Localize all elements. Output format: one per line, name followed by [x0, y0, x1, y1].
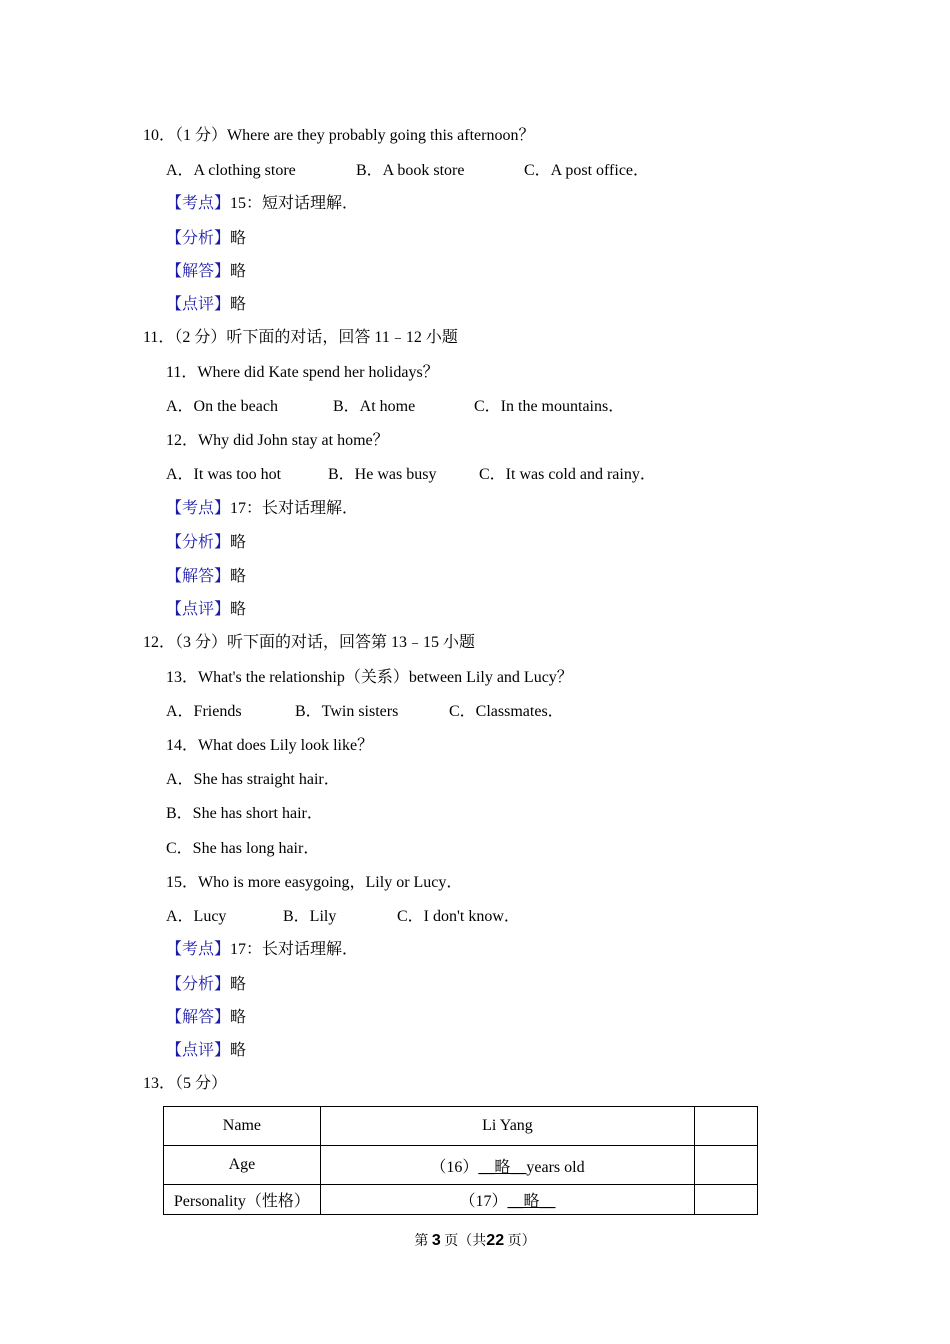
q12-sub13-options [166, 702, 564, 722]
sub14-option-c: C．She has long hair． [166, 840, 320, 857]
dianping-tag: 【点评】 [166, 601, 231, 618]
fenxi-tag: 【分析】 [166, 976, 231, 993]
q10-dianping [166, 295, 246, 315]
q12-jieda [166, 1008, 246, 1028]
q12-kaodian [166, 940, 358, 960]
q11-jieda [166, 567, 246, 587]
q10-options [166, 161, 649, 181]
q11-sub12-options [166, 465, 656, 485]
q10-option-c: C．A post office． [524, 162, 650, 179]
q11-dianping [166, 600, 246, 620]
jieda-tag: 【解答】 [166, 568, 231, 585]
q12-fenxi [166, 975, 246, 995]
q11-sub12: 12．Why did John stay at home？ [166, 432, 389, 449]
sub15-option-a: A．Lucy [166, 908, 227, 925]
kaodian-text: 15：短对话理解． [230, 195, 359, 212]
q12-stem: 12．（3 分）听下面的对话，回答第 13﹣15 小题 [143, 634, 476, 651]
q10-option-b: B．A book store [356, 162, 465, 179]
age-label-cell: Age [164, 1146, 321, 1185]
kaodian-text: 17：长对话理解． [230, 941, 359, 958]
page-number: 3 [431, 1232, 441, 1249]
dianping-tag: 【点评】 [166, 1042, 231, 1059]
sub12-option-b: B．He was busy [328, 466, 437, 483]
fenxi-tag: 【分析】 [166, 230, 231, 247]
q11-sub11-options [166, 397, 624, 417]
kaodian-tag: 【考点】 [166, 500, 231, 517]
q12-sub15-options [166, 907, 520, 927]
footer-post: 页） [507, 1234, 536, 1249]
blank-number: （17） [459, 1193, 508, 1210]
q12-dianping [166, 1041, 246, 1061]
personality-label-cell: Personality（性格） [164, 1185, 321, 1215]
name-value-cell: Li Yang [320, 1107, 694, 1146]
jieda-text: 略 [230, 263, 247, 280]
sub13-option-a: A．Friends [166, 703, 242, 720]
table-row [164, 1146, 758, 1185]
q12-sub15: 15．Who is more easygoing，Lily or Lucy． [166, 874, 463, 891]
q10-fenxi [166, 229, 246, 249]
sub15-option-c: C．I don't know． [397, 908, 520, 925]
q10-stem: 10．（1 分）Where are they probably going this afternoon？ [143, 127, 535, 144]
empty-cell [695, 1146, 758, 1185]
dianping-text: 略 [230, 1042, 247, 1059]
age-value-cell [320, 1146, 694, 1185]
total-pages: 22 [486, 1232, 505, 1249]
dianping-tag: 【点评】 [166, 296, 231, 313]
empty-cell [695, 1185, 758, 1215]
q12-sub13: 13．What's the relationship（关系）between Lily and Lucy？ [166, 669, 573, 686]
sub13-option-b: B．Twin sisters [295, 703, 399, 720]
q11-stem: 11．（2 分）听下面的对话，回答 11﹣12 小题 [143, 329, 458, 346]
footer-pre: 第 [414, 1234, 429, 1249]
page-footer [0, 1230, 950, 1250]
sub15-option-b: B．Lily [283, 908, 337, 925]
name-label-cell: Name [164, 1107, 321, 1146]
empty-cell [695, 1107, 758, 1146]
q13-stem: 13．（5 分） [143, 1075, 228, 1092]
jieda-tag: 【解答】 [166, 1009, 231, 1026]
q10-kaodian [166, 194, 358, 214]
jieda-tag: 【解答】 [166, 263, 231, 280]
sub11-option-c: C．In the mountains． [474, 398, 625, 415]
jieda-text: 略 [230, 1009, 247, 1026]
info-table [163, 1106, 758, 1215]
sub11-option-a: A．On the beach [166, 398, 278, 415]
q10-jieda [166, 262, 246, 282]
sub12-option-c: C．It was cold and rainy． [479, 466, 656, 483]
sub14-option-b: B．She has short hair． [166, 805, 323, 822]
q11-kaodian [166, 499, 358, 519]
q10-option-a: A．A clothing store [166, 162, 296, 179]
jieda-text: 略 [230, 568, 247, 585]
kaodian-tag: 【考点】 [166, 195, 231, 212]
kaodian-text: 17：长对话理解． [230, 500, 359, 517]
sub11-option-b: B．At home [333, 398, 416, 415]
fenxi-text: 略 [230, 534, 247, 551]
table-row [164, 1185, 758, 1215]
fenxi-tag: 【分析】 [166, 534, 231, 551]
sub13-option-c: C．Classmates． [449, 703, 564, 720]
sub14-option-a: A．She has straight hair． [166, 771, 340, 788]
table-row [164, 1107, 758, 1146]
dianping-text: 略 [230, 296, 247, 313]
blank-number: （16） [430, 1158, 479, 1176]
q12-sub14: 14．What does Lily look like？ [166, 737, 374, 754]
answer-blank: ＿略＿ [507, 1193, 556, 1210]
fenxi-text: 略 [230, 230, 247, 247]
fenxi-text: 略 [230, 976, 247, 993]
q11-fenxi [166, 533, 246, 553]
answer-blank: ＿略＿ [478, 1158, 527, 1176]
age-suffix: years old [526, 1158, 585, 1176]
sub12-option-a: A．It was too hot [166, 466, 282, 483]
kaodian-tag: 【考点】 [166, 941, 231, 958]
footer-mid: 页（共 [444, 1234, 487, 1249]
dianping-text: 略 [230, 601, 247, 618]
personality-value-cell [320, 1185, 694, 1215]
q11-sub11: 11．Where did Kate spend her holidays？ [166, 364, 439, 381]
